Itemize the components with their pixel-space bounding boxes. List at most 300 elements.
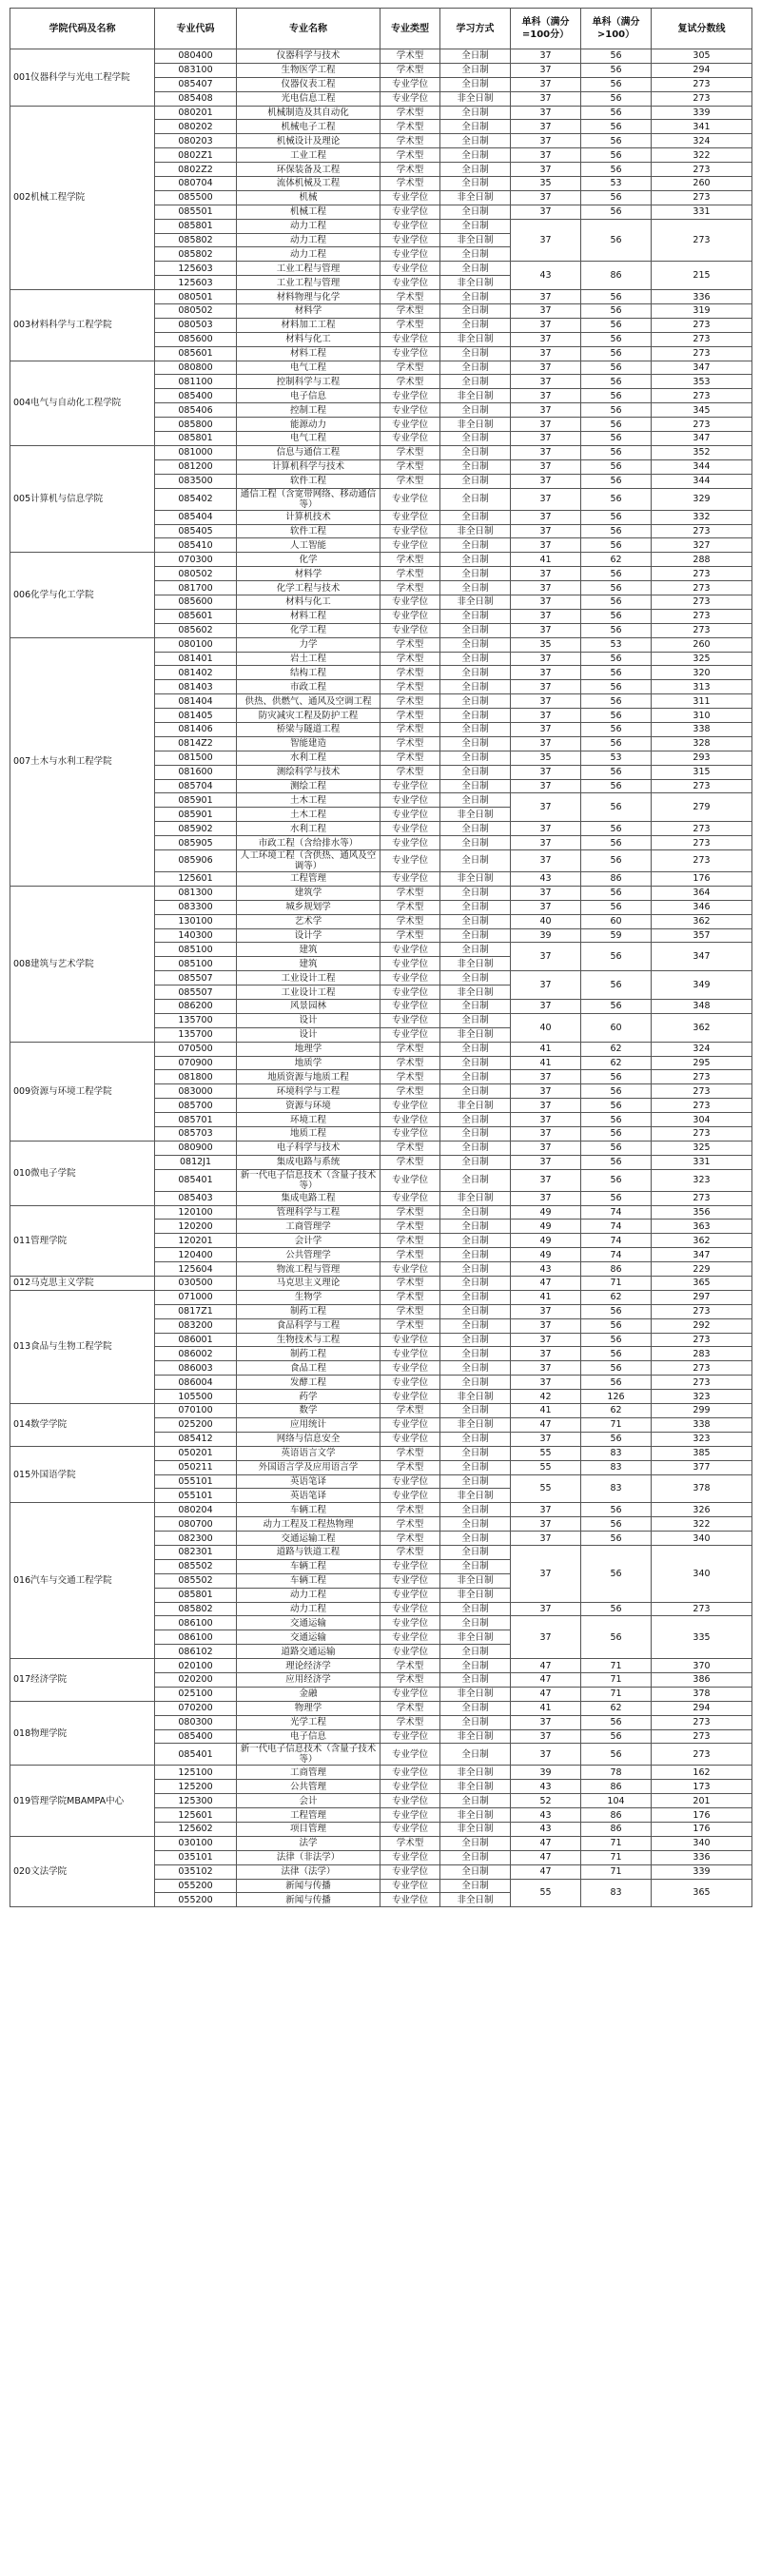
major-code-cell: 085507: [155, 986, 237, 1000]
major-code-cell: 120200: [155, 1220, 237, 1234]
major-code-cell: 080202: [155, 120, 237, 134]
major-name-cell: 工业工程与管理: [237, 262, 380, 276]
retest-score-cell: 173: [652, 1780, 752, 1794]
major-type-cell: 学术型: [380, 736, 440, 751]
major-name-cell: 工程管理: [237, 1808, 380, 1823]
major-name-cell: 计算机科学与技术: [237, 459, 380, 474]
major-code-cell: 081404: [155, 694, 237, 709]
study-mode-cell: 全日制: [440, 1141, 511, 1155]
study-mode-cell: 全日制: [440, 709, 511, 723]
major-type-cell: 专业学位: [380, 510, 440, 524]
study-mode-cell: 全日制: [440, 1744, 511, 1766]
major-type-cell: 学术型: [380, 106, 440, 120]
major-name-cell: 风景园林: [237, 1000, 380, 1014]
single-score-over-100-cell: 56: [581, 524, 652, 538]
retest-score-cell: 345: [652, 403, 752, 418]
retest-score-cell: 176: [652, 871, 752, 886]
major-name-cell: 动力工程: [237, 233, 380, 247]
major-type-cell: 学术型: [380, 1532, 440, 1546]
single-score-100-cell: 37: [511, 389, 581, 403]
major-code-cell: 0802Z1: [155, 148, 237, 163]
major-name-cell: 资源与环境: [237, 1099, 380, 1113]
major-type-cell: 学术型: [380, 148, 440, 163]
major-code-cell: 085600: [155, 332, 237, 346]
retest-score-cell: 332: [652, 510, 752, 524]
major-name-cell: 集成电路工程: [237, 1191, 380, 1205]
major-name-cell: 材料物理与化学: [237, 290, 380, 304]
single-score-100-cell: 47: [511, 1836, 581, 1850]
retest-score-cell: 273: [652, 163, 752, 177]
single-score-over-100-cell: 74: [581, 1248, 652, 1262]
single-score-100-cell: 37: [511, 609, 581, 623]
study-mode-cell: 全日制: [440, 1864, 511, 1879]
major-type-cell: 学术型: [380, 134, 440, 148]
single-score-over-100-cell: 62: [581, 1290, 652, 1304]
major-type-cell: 专业学位: [380, 1191, 440, 1205]
retest-score-cell: 260: [652, 637, 752, 652]
single-score-over-100-cell: 86: [581, 1780, 652, 1794]
major-code-cell: 081403: [155, 680, 237, 694]
major-code-cell: 085410: [155, 538, 237, 553]
major-type-cell: 学术型: [380, 304, 440, 319]
single-score-100-cell: 37: [511, 1432, 581, 1446]
single-score-100-cell: 43: [511, 1822, 581, 1836]
retest-score-cell: 313: [652, 680, 752, 694]
retest-score-cell: 273: [652, 332, 752, 346]
major-type-cell: 专业学位: [380, 1588, 440, 1602]
single-score-100-cell: 55: [511, 1460, 581, 1474]
study-mode-cell: 全日制: [440, 77, 511, 91]
single-score-over-100-cell: 56: [581, 1000, 652, 1014]
single-score-over-100-cell: 83: [581, 1879, 652, 1907]
single-score-100-cell: 37: [511, 1729, 581, 1744]
major-type-cell: 学术型: [380, 120, 440, 134]
single-score-over-100-cell: 56: [581, 609, 652, 623]
major-name-cell: 生物技术与工程: [237, 1333, 380, 1347]
major-code-cell: 085801: [155, 219, 237, 233]
major-type-cell: 专业学位: [380, 488, 440, 510]
major-code-cell: 085601: [155, 346, 237, 361]
major-type-cell: 专业学位: [380, 205, 440, 219]
study-mode-cell: 全日制: [440, 1070, 511, 1084]
major-name-cell: 化学: [237, 553, 380, 567]
major-code-cell: 0817Z1: [155, 1304, 237, 1318]
single-score-over-100-cell: 56: [581, 1127, 652, 1142]
major-type-cell: 学术型: [380, 361, 440, 375]
major-name-cell: 英语笔译: [237, 1474, 380, 1489]
major-name-cell: 机械制造及其自动化: [237, 106, 380, 120]
major-name-cell: 建筑: [237, 957, 380, 971]
single-score-100-cell: 37: [511, 793, 581, 822]
study-mode-cell: 全日制: [440, 262, 511, 276]
single-score-100-cell: 43: [511, 1780, 581, 1794]
single-score-over-100-cell: 56: [581, 595, 652, 609]
major-code-cell: 085800: [155, 418, 237, 432]
major-type-cell: 学术型: [380, 652, 440, 666]
retest-score-cell: 364: [652, 886, 752, 900]
major-type-cell: 专业学位: [380, 871, 440, 886]
study-mode-cell: 非全日制: [440, 1808, 511, 1823]
table-row: [10, 637, 752, 652]
major-name-cell: 工业设计工程: [237, 986, 380, 1000]
major-type-cell: 专业学位: [380, 418, 440, 432]
major-name-cell: 电子信息: [237, 389, 380, 403]
major-name-cell: 防灾减灾工程及防护工程: [237, 709, 380, 723]
retest-score-cell: 386: [652, 1672, 752, 1687]
major-code-cell: 082300: [155, 1532, 237, 1546]
major-code-cell: 125300: [155, 1794, 237, 1808]
major-code-cell: 086003: [155, 1361, 237, 1376]
study-mode-cell: 全日制: [440, 886, 511, 900]
major-code-cell: 086100: [155, 1630, 237, 1645]
retest-score-cell: 273: [652, 91, 752, 106]
study-mode-cell: 全日制: [440, 1701, 511, 1715]
major-type-cell: 专业学位: [380, 957, 440, 971]
study-mode-cell: 全日制: [440, 1277, 511, 1291]
study-mode-cell: 全日制: [440, 1262, 511, 1277]
major-name-cell: 材料加工工程: [237, 318, 380, 332]
major-name-cell: 外国语言学及应用语言学: [237, 1460, 380, 1474]
major-type-cell: 专业学位: [380, 332, 440, 346]
major-name-cell: 应用统计: [237, 1417, 380, 1432]
retest-score-cell: 273: [652, 623, 752, 637]
major-code-cell: 135700: [155, 1027, 237, 1042]
single-score-over-100-cell: 56: [581, 1729, 652, 1744]
single-score-100-cell: 37: [511, 765, 581, 779]
major-code-cell: 0814Z2: [155, 736, 237, 751]
table-row: [10, 49, 752, 64]
college-name-cell: 013食品与生物工程学院: [10, 1290, 155, 1403]
study-mode-cell: 全日制: [440, 1794, 511, 1808]
major-type-cell: 学术型: [380, 886, 440, 900]
retest-score-cell: 273: [652, 1084, 752, 1099]
retest-score-cell: 273: [652, 190, 752, 205]
retest-score-cell: 260: [652, 177, 752, 191]
single-score-100-cell: 37: [511, 1616, 581, 1659]
retest-score-cell: 324: [652, 134, 752, 148]
major-code-cell: 030500: [155, 1277, 237, 1291]
major-code-cell: 086102: [155, 1645, 237, 1659]
single-score-over-100-cell: 56: [581, 1141, 652, 1155]
major-code-cell: 080900: [155, 1141, 237, 1155]
major-name-cell: 生物医学工程: [237, 63, 380, 77]
major-code-cell: 086004: [155, 1376, 237, 1390]
major-name-cell: 材料学: [237, 304, 380, 319]
single-score-over-100-cell: 56: [581, 666, 652, 680]
study-mode-cell: 全日制: [440, 900, 511, 914]
single-score-100-cell: 42: [511, 1390, 581, 1404]
major-name-cell: 法律（法学）: [237, 1864, 380, 1879]
study-mode-cell: 非全日制: [440, 957, 511, 971]
single-score-over-100-cell: 56: [581, 1744, 652, 1766]
single-score-over-100-cell: 56: [581, 1084, 652, 1099]
major-code-cell: 085502: [155, 1573, 237, 1588]
major-type-cell: 专业学位: [380, 1766, 440, 1780]
single-score-100-cell: 41: [511, 1701, 581, 1715]
study-mode-cell: 非全日制: [440, 418, 511, 432]
single-score-100-cell: 40: [511, 1013, 581, 1042]
college-name-cell: 018物理学院: [10, 1701, 155, 1766]
single-score-over-100-cell: 56: [581, 488, 652, 510]
single-score-100-cell: 37: [511, 849, 581, 871]
major-name-cell: 供热、供燃气、通风及空调工程: [237, 694, 380, 709]
single-score-100-cell: 37: [511, 49, 581, 64]
major-type-cell: 专业学位: [380, 595, 440, 609]
single-score-over-100-cell: 56: [581, 219, 652, 262]
single-score-100-cell: 49: [511, 1248, 581, 1262]
retest-score-cell: 323: [652, 1432, 752, 1446]
single-score-over-100-cell: 83: [581, 1460, 652, 1474]
major-code-cell: 085507: [155, 971, 237, 986]
single-score-100-cell: 49: [511, 1205, 581, 1220]
single-score-100-cell: 37: [511, 459, 581, 474]
college-name-cell: 011管理学院: [10, 1205, 155, 1276]
major-type-cell: 专业学位: [380, 1780, 440, 1794]
study-mode-cell: 全日制: [440, 553, 511, 567]
single-score-100-cell: 37: [511, 1532, 581, 1546]
study-mode-cell: 全日制: [440, 1205, 511, 1220]
study-mode-cell: 全日制: [440, 722, 511, 736]
major-type-cell: 学术型: [380, 1220, 440, 1234]
major-type-cell: 学术型: [380, 900, 440, 914]
major-code-cell: 085100: [155, 943, 237, 957]
single-score-100-cell: 37: [511, 1333, 581, 1347]
major-type-cell: 专业学位: [380, 1432, 440, 1446]
major-code-cell: 085500: [155, 190, 237, 205]
major-type-cell: 专业学位: [380, 77, 440, 91]
study-mode-cell: 全日制: [440, 1013, 511, 1027]
single-score-over-100-cell: 56: [581, 1532, 652, 1546]
single-score-100-cell: 37: [511, 836, 581, 850]
major-type-cell: 学术型: [380, 474, 440, 488]
college-name-cell: 009资源与环境工程学院: [10, 1042, 155, 1141]
study-mode-cell: 全日制: [440, 1056, 511, 1070]
study-mode-cell: 全日制: [440, 822, 511, 836]
study-mode-cell: 全日制: [440, 765, 511, 779]
single-score-100-cell: 39: [511, 928, 581, 943]
study-mode-cell: 全日制: [440, 120, 511, 134]
single-score-over-100-cell: 56: [581, 822, 652, 836]
single-score-over-100-cell: 56: [581, 432, 652, 446]
retest-score-cell: 273: [652, 1715, 752, 1729]
study-mode-cell: 全日制: [440, 1715, 511, 1729]
major-name-cell: 工程管理: [237, 871, 380, 886]
single-score-over-100-cell: 83: [581, 1474, 652, 1503]
single-score-100-cell: 37: [511, 346, 581, 361]
study-mode-cell: 非全日制: [440, 808, 511, 822]
retest-score-cell: 215: [652, 262, 752, 290]
major-code-cell: 086002: [155, 1347, 237, 1361]
major-type-cell: 专业学位: [380, 1000, 440, 1014]
single-score-100-cell: 52: [511, 1794, 581, 1808]
table-row: [10, 1042, 752, 1056]
single-score-over-100-cell: 56: [581, 1333, 652, 1347]
table-row: [10, 1659, 752, 1673]
major-type-cell: 专业学位: [380, 1729, 440, 1744]
single-score-100-cell: 37: [511, 91, 581, 106]
single-score-over-100-cell: 56: [581, 1318, 652, 1333]
major-code-cell: 086200: [155, 1000, 237, 1014]
major-name-cell: 新一代电子信息技术（含量子技术等）: [237, 1169, 380, 1191]
single-score-over-100-cell: 60: [581, 1013, 652, 1042]
major-type-cell: 学术型: [380, 49, 440, 64]
table-row: [10, 1404, 752, 1418]
major-type-cell: 专业学位: [380, 943, 440, 957]
study-mode-cell: 全日制: [440, 1304, 511, 1318]
single-score-100-cell: 37: [511, 652, 581, 666]
retest-score-cell: 346: [652, 900, 752, 914]
table-body: [10, 49, 752, 1907]
major-name-cell: 药学: [237, 1390, 380, 1404]
study-mode-cell: 全日制: [440, 49, 511, 64]
retest-score-cell: 273: [652, 418, 752, 432]
major-name-cell: 法学: [237, 1836, 380, 1850]
retest-score-cell: 349: [652, 971, 752, 1000]
retest-score-cell: 348: [652, 1000, 752, 1014]
major-name-cell: 电气工程: [237, 361, 380, 375]
major-code-cell: 125604: [155, 1262, 237, 1277]
table-row: [10, 106, 752, 120]
study-mode-cell: 全日制: [440, 1879, 511, 1893]
major-type-cell: 专业学位: [380, 1879, 440, 1893]
single-score-over-100-cell: 86: [581, 1822, 652, 1836]
single-score-100-cell: 37: [511, 1155, 581, 1169]
major-code-cell: 020100: [155, 1659, 237, 1673]
study-mode-cell: 非全日制: [440, 332, 511, 346]
major-type-cell: 学术型: [380, 1277, 440, 1291]
single-score-100-cell: 37: [511, 1141, 581, 1155]
major-type-cell: 专业学位: [380, 1864, 440, 1879]
study-mode-cell: 全日制: [440, 637, 511, 652]
single-score-over-100-cell: 126: [581, 1390, 652, 1404]
major-type-cell: 学术型: [380, 375, 440, 389]
major-code-cell: 081700: [155, 581, 237, 595]
major-type-cell: 专业学位: [380, 1027, 440, 1042]
single-score-100-cell: 55: [511, 1879, 581, 1907]
study-mode-cell: 全日制: [440, 1474, 511, 1489]
retest-score-cell: 299: [652, 1404, 752, 1418]
single-score-over-100-cell: 56: [581, 1113, 652, 1127]
major-name-cell: 食品工程: [237, 1361, 380, 1376]
header-major-code: 专业代码: [155, 9, 237, 49]
retest-score-cell: 273: [652, 849, 752, 871]
single-score-100-cell: 41: [511, 553, 581, 567]
major-name-cell: 环保装备及工程: [237, 163, 380, 177]
major-code-cell: 050201: [155, 1446, 237, 1460]
single-score-100-cell: 37: [511, 190, 581, 205]
single-score-over-100-cell: 56: [581, 1503, 652, 1517]
retest-score-cell: 315: [652, 765, 752, 779]
single-score-over-100-cell: 56: [581, 63, 652, 77]
college-name-cell: 005计算机与信息学院: [10, 445, 155, 552]
admission-score-table-container: [10, 8, 751, 1907]
retest-score-cell: 273: [652, 1333, 752, 1347]
major-type-cell: 学术型: [380, 459, 440, 474]
single-score-100-cell: 37: [511, 1191, 581, 1205]
retest-score-cell: 273: [652, 1070, 752, 1084]
retest-score-cell: 357: [652, 928, 752, 943]
single-score-over-100-cell: 56: [581, 106, 652, 120]
single-score-over-100-cell: 56: [581, 361, 652, 375]
single-score-100-cell: 43: [511, 871, 581, 886]
single-score-over-100-cell: 56: [581, 709, 652, 723]
single-score-100-cell: 37: [511, 63, 581, 77]
study-mode-cell: 全日制: [440, 1659, 511, 1673]
major-code-cell: 0812J1: [155, 1155, 237, 1169]
major-code-cell: 085802: [155, 247, 237, 262]
major-code-cell: 070200: [155, 1701, 237, 1715]
single-score-over-100-cell: 86: [581, 262, 652, 290]
major-code-cell: 080400: [155, 49, 237, 64]
study-mode-cell: 全日制: [440, 290, 511, 304]
retest-score-cell: 273: [652, 318, 752, 332]
major-code-cell: 055200: [155, 1893, 237, 1907]
single-score-over-100-cell: 71: [581, 1277, 652, 1291]
retest-score-cell: 295: [652, 1056, 752, 1070]
single-score-over-100-cell: 71: [581, 1836, 652, 1850]
study-mode-cell: 非全日制: [440, 91, 511, 106]
single-score-over-100-cell: 56: [581, 120, 652, 134]
retest-score-cell: 176: [652, 1808, 752, 1823]
major-type-cell: 学术型: [380, 1042, 440, 1056]
study-mode-cell: 全日制: [440, 1545, 511, 1559]
major-code-cell: 125603: [155, 276, 237, 290]
major-name-cell: 设计: [237, 1027, 380, 1042]
retest-score-cell: 339: [652, 1864, 752, 1879]
study-mode-cell: 全日制: [440, 488, 511, 510]
retest-score-cell: 362: [652, 1234, 752, 1248]
single-score-100-cell: 37: [511, 1715, 581, 1729]
single-score-over-100-cell: 56: [581, 445, 652, 459]
major-name-cell: 市政工程: [237, 680, 380, 694]
college-name-cell: 008建筑与艺术学院: [10, 886, 155, 1042]
single-score-100-cell: 37: [511, 1545, 581, 1602]
major-code-cell: 081406: [155, 722, 237, 736]
single-score-over-100-cell: 56: [581, 1616, 652, 1659]
retest-score-cell: 340: [652, 1545, 752, 1602]
single-score-100-cell: 37: [511, 510, 581, 524]
major-code-cell: 085802: [155, 1602, 237, 1616]
retest-score-cell: 331: [652, 205, 752, 219]
single-score-over-100-cell: 56: [581, 1432, 652, 1446]
retest-score-cell: 325: [652, 1141, 752, 1155]
major-type-cell: 学术型: [380, 1318, 440, 1333]
retest-score-cell: 338: [652, 722, 752, 736]
retest-score-cell: 201: [652, 1794, 752, 1808]
major-type-cell: 学术型: [380, 1715, 440, 1729]
retest-score-cell: 273: [652, 1127, 752, 1142]
major-code-cell: 070300: [155, 553, 237, 567]
retest-score-cell: 356: [652, 1205, 752, 1220]
single-score-over-100-cell: 62: [581, 1056, 652, 1070]
major-code-cell: 081300: [155, 886, 237, 900]
major-name-cell: 英语笔译: [237, 1489, 380, 1503]
study-mode-cell: 全日制: [440, 134, 511, 148]
major-type-cell: 专业学位: [380, 247, 440, 262]
study-mode-cell: 全日制: [440, 1318, 511, 1333]
major-name-cell: 应用经济学: [237, 1672, 380, 1687]
major-type-cell: 专业学位: [380, 1616, 440, 1630]
major-code-cell: 080704: [155, 177, 237, 191]
study-mode-cell: 全日制: [440, 1248, 511, 1262]
single-score-over-100-cell: 71: [581, 1672, 652, 1687]
study-mode-cell: 全日制: [440, 943, 511, 957]
major-name-cell: 岩土工程: [237, 652, 380, 666]
retest-score-cell: 319: [652, 304, 752, 319]
major-name-cell: 设计学: [237, 928, 380, 943]
retest-score-cell: 311: [652, 694, 752, 709]
retest-score-cell: 336: [652, 1850, 752, 1864]
